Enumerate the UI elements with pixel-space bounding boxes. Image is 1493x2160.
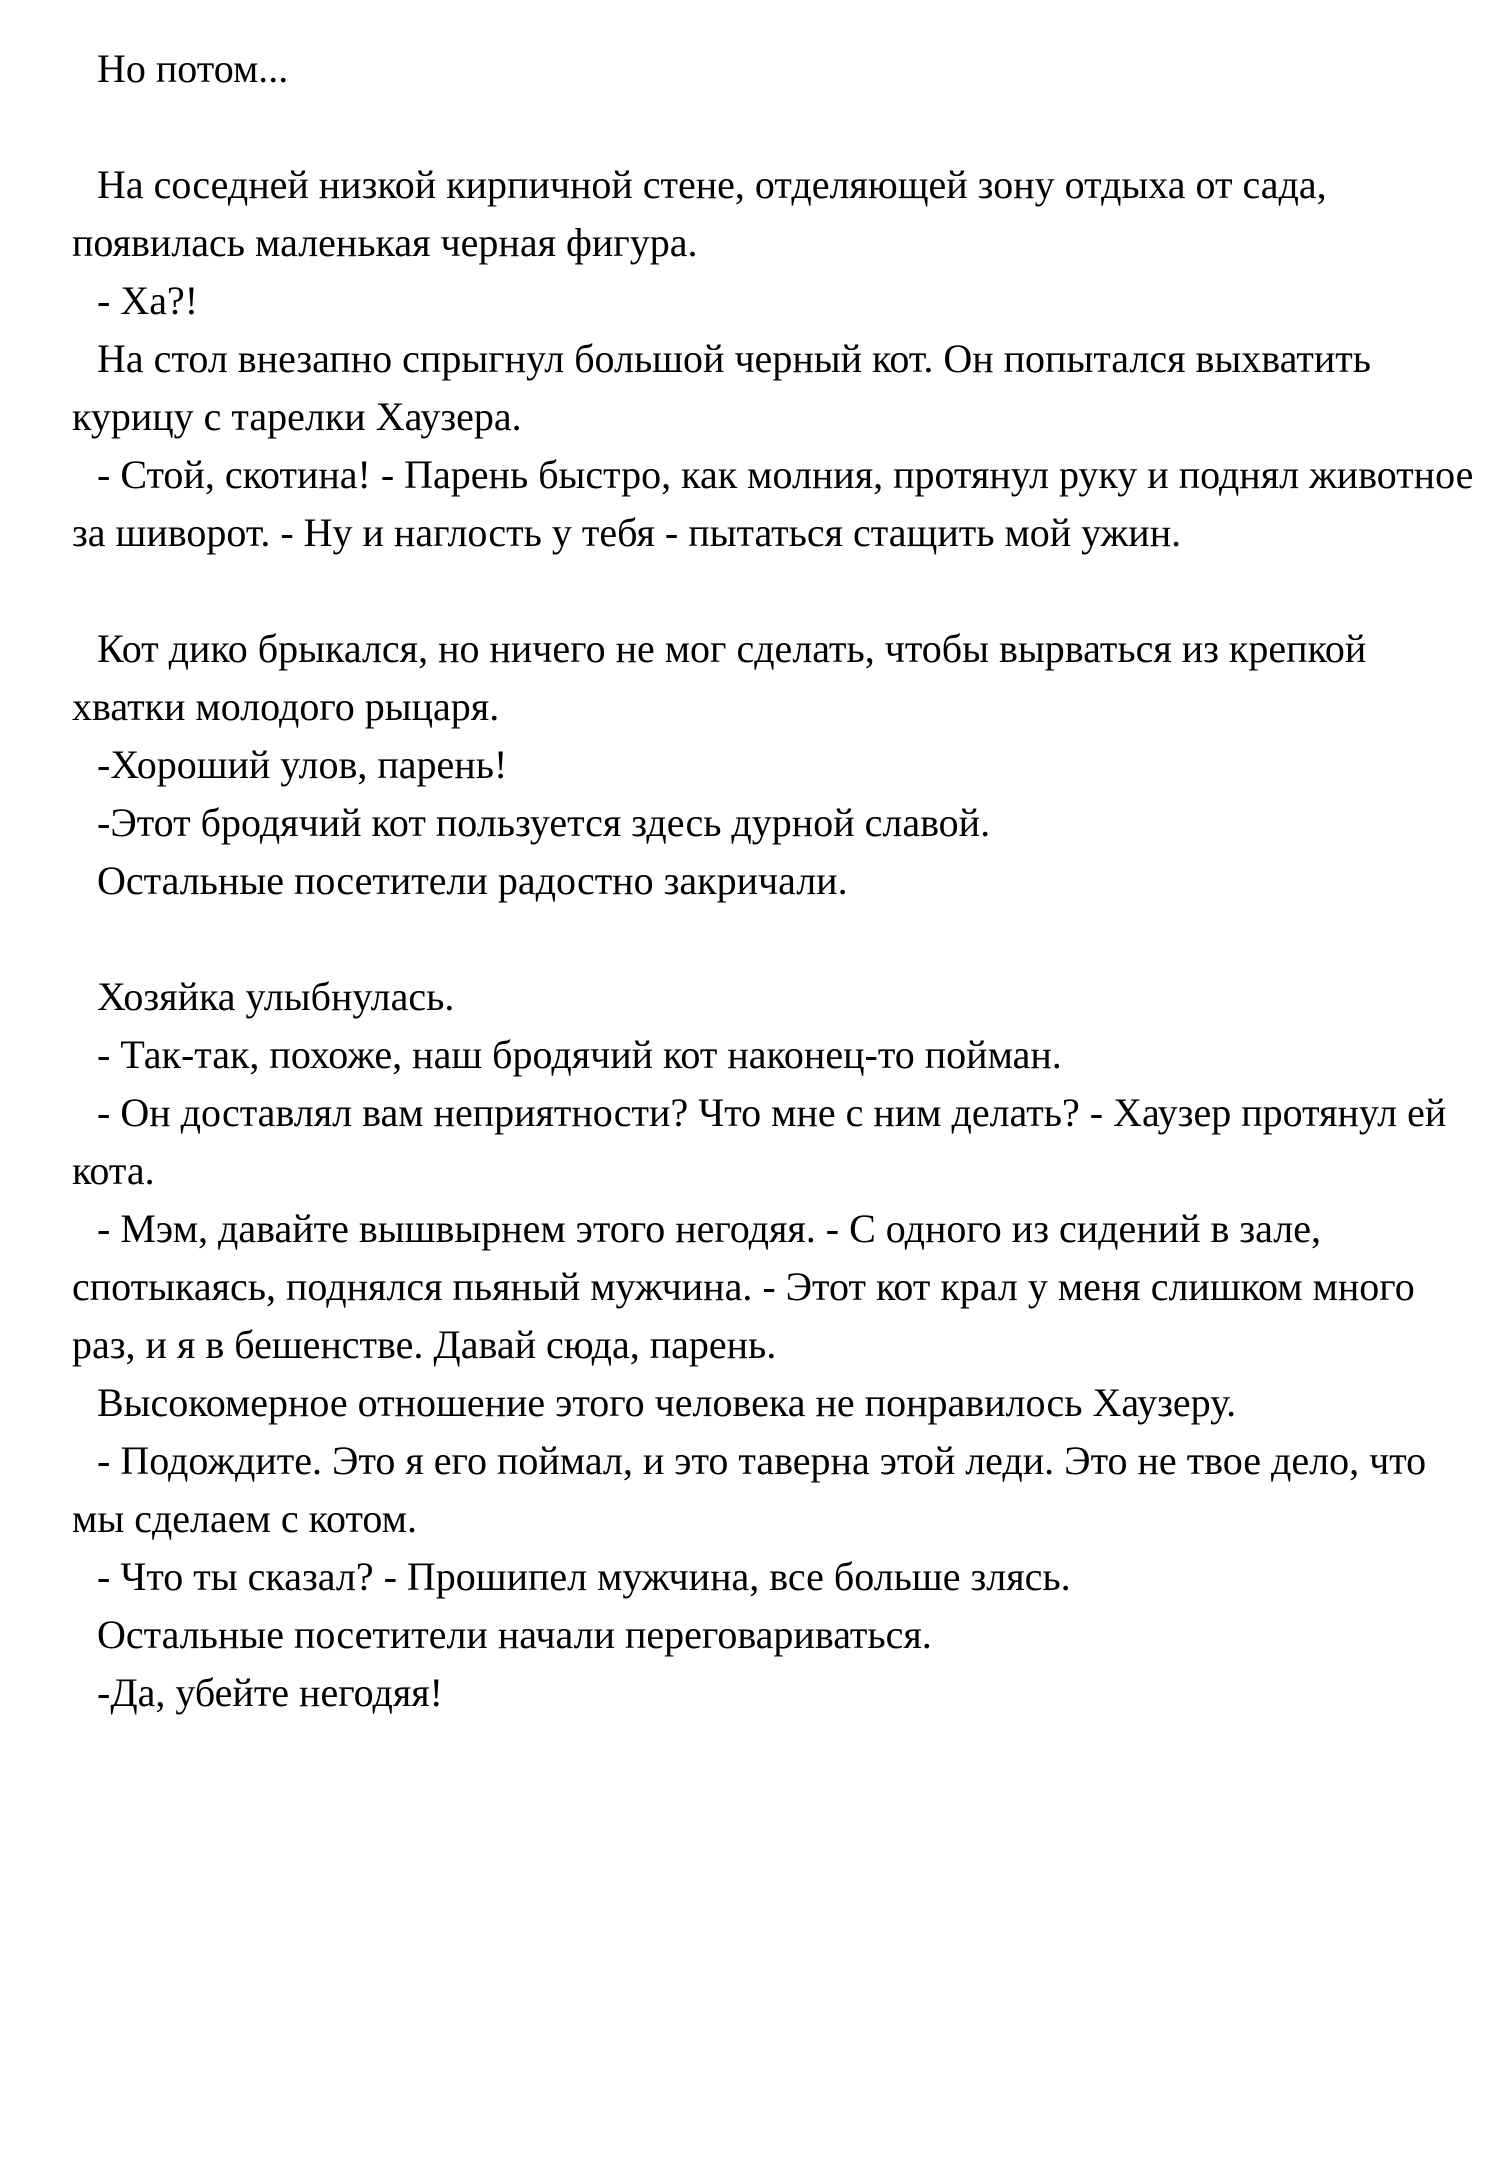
paragraph: - Что ты сказал? - Прошипел мужчина, все больше злясь. [97,1554,1071,1599]
paragraph: -Хороший улов, парень! [97,742,508,787]
paragraph: - Мэм, давайте вышвырнем этого негодяя. - С одного из сидений в зале, спотыкаясь, поднялся пьяный мужчина. - Этот кот крал у меня слишком много раз, и я в бешенстве. Давай сюда, парень. [72,1206,1415,1367]
paragraph-gap [72,98,1482,156]
paragraph: -Этот бродячий кот пользуется здесь дурной славой. [97,800,991,845]
paragraph: Остальные посетители начали переговариваться. [97,1612,932,1657]
paragraph: Но потом... [97,46,289,91]
paragraph: Остальные посетители радостно закричали. [97,858,848,903]
paragraph: - Он доставлял вам неприятности? Что мне с ним делать? - Хаузер протянул ей кота. [72,1090,1447,1193]
story-text [72,40,1482,1722]
paragraph: Высокомерное отношение этого человека не понравилось Хаузеру. [97,1380,1237,1425]
paragraph: Хозяйка улыбнулась. [97,974,455,1019]
paragraph-gap [72,910,1482,968]
paragraph: - Подождите. Это я его поймал, и это таверна этой леди. Это не твое дело, что мы сделаем с котом. [72,1438,1427,1541]
paragraph: Кот дико брыкался, но ничего не мог сделать, чтобы вырваться из крепкой хватки молодого рыцаря. [72,626,1367,729]
paragraph: - Так-так, похоже, наш бродячий кот наконец-то пойман. [97,1032,1062,1077]
paragraph: На соседней низкой кирпичной стене, отделяющей зону отдыха от сада, появилась маленькая черная фигура. [72,162,1327,265]
paragraph: - Стой, скотина! - Парень быстро, как молния, протянул руку и поднял животное за шиворот. - Ну и наглость у тебя - пытаться стащить мой ужин. [72,452,1474,555]
paragraph: -Да, убейте негодяя! [97,1670,443,1715]
paragraph-gap [72,562,1482,620]
paragraph: - Ха?! [97,278,199,323]
paragraph: На стол внезапно спрыгнул большой черный кот. Он попытался выхватить курицу с тарелки Хаузера. [72,336,1371,439]
